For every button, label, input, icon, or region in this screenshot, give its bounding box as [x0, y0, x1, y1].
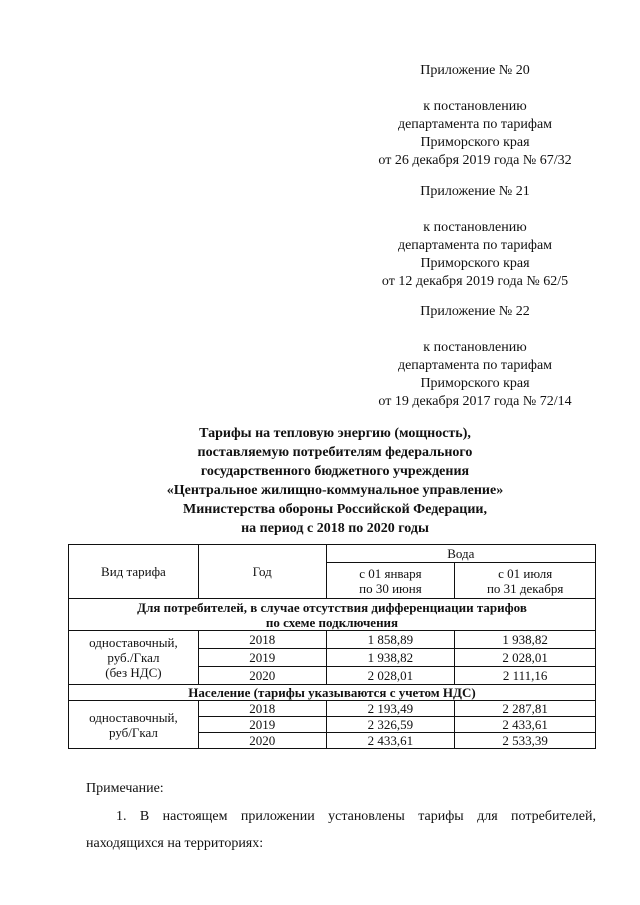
value-cell: 2 028,01: [326, 667, 455, 685]
annex-line: департамента по тарифам: [397, 238, 553, 253]
tariff-type-cell: одноставочный, руб/Гкал: [69, 701, 199, 749]
value-cell: 2 433,61: [326, 733, 455, 749]
annex-line: к постановлению: [423, 99, 527, 114]
tariff-type-cell: одноставочный, руб./Гкал (без НДС): [69, 631, 199, 685]
header-period-2: с 01 июля по 31 декабря: [455, 563, 596, 599]
title-line: государственного бюджетного учреждения: [200, 464, 470, 479]
value-cell: 2 028,01: [455, 649, 596, 667]
year-cell: 2018: [198, 631, 326, 649]
tariff-table: [68, 544, 596, 749]
value-cell: 2 533,39: [455, 733, 596, 749]
annex-line: к постановлению: [423, 220, 527, 235]
year-cell: 2018: [198, 701, 326, 717]
value-cell: 2 287,81: [455, 701, 596, 717]
header-tariff-type: Вид тарифа: [69, 545, 199, 599]
year-cell: 2020: [198, 667, 326, 685]
annex-line: к постановлению: [423, 340, 527, 355]
annex-21: [360, 183, 590, 291]
annex-20: [360, 62, 590, 170]
document-title: [120, 424, 550, 538]
annex-line: Приморского края: [420, 135, 530, 150]
annex-number: Приложение № 21: [420, 184, 530, 199]
note-label: Примечание:: [86, 781, 164, 796]
value-cell: 2 326,59: [326, 717, 455, 733]
annex-number: Приложение № 22: [420, 304, 530, 319]
value-cell: 1 858,89: [326, 631, 455, 649]
value-cell: 1 938,82: [455, 631, 596, 649]
year-cell: 2019: [198, 717, 326, 733]
annex-22: [360, 303, 590, 411]
section-title: Население (тарифы указываются с учетом НДС): [69, 685, 596, 701]
value-cell: 1 938,82: [326, 649, 455, 667]
header-period-1: с 01 января по 30 июня: [326, 563, 455, 599]
annex-line: от 12 декабря 2019 года № 62/5: [381, 274, 569, 289]
title-line: Министерства обороны Российской Федерации,: [182, 502, 487, 517]
year-cell: 2020: [198, 733, 326, 749]
table-row: [69, 631, 596, 649]
annex-line: от 26 декабря 2019 года № 67/32: [378, 153, 572, 168]
header-water: Вода: [326, 545, 595, 563]
section-title: Для потребителей, в случае отсутствия дифференциации тарифов по схеме подключения: [69, 599, 596, 631]
title-line: поставляемую потребителям федерального: [197, 445, 473, 460]
annex-line: департамента по тарифам: [397, 117, 553, 132]
note-paragraph-1-cont: находящихся на территориях:: [86, 836, 264, 851]
title-line: на период с 2018 по 2020 годы: [241, 521, 429, 536]
annex-line: от 19 декабря 2017 года № 72/14: [378, 394, 572, 409]
year-cell: 2019: [198, 649, 326, 667]
annex-number: Приложение № 20: [420, 63, 530, 78]
value-cell: 2 433,61: [455, 717, 596, 733]
note-paragraph-1: 1. В настоящем приложении установлены тарифы для потребителей,: [116, 809, 596, 824]
title-line: Тарифы на тепловую энергию (мощность),: [199, 426, 471, 441]
value-cell: 2 111,16: [455, 667, 596, 685]
title-line: «Центральное жилищно-коммунальное управление»: [166, 483, 504, 498]
header-year: Год: [198, 545, 326, 599]
table-row: [69, 701, 596, 717]
annex-line: департамента по тарифам: [397, 358, 553, 373]
annex-line: Приморского края: [420, 256, 530, 271]
value-cell: 2 193,49: [326, 701, 455, 717]
annex-line: Приморского края: [420, 376, 530, 391]
